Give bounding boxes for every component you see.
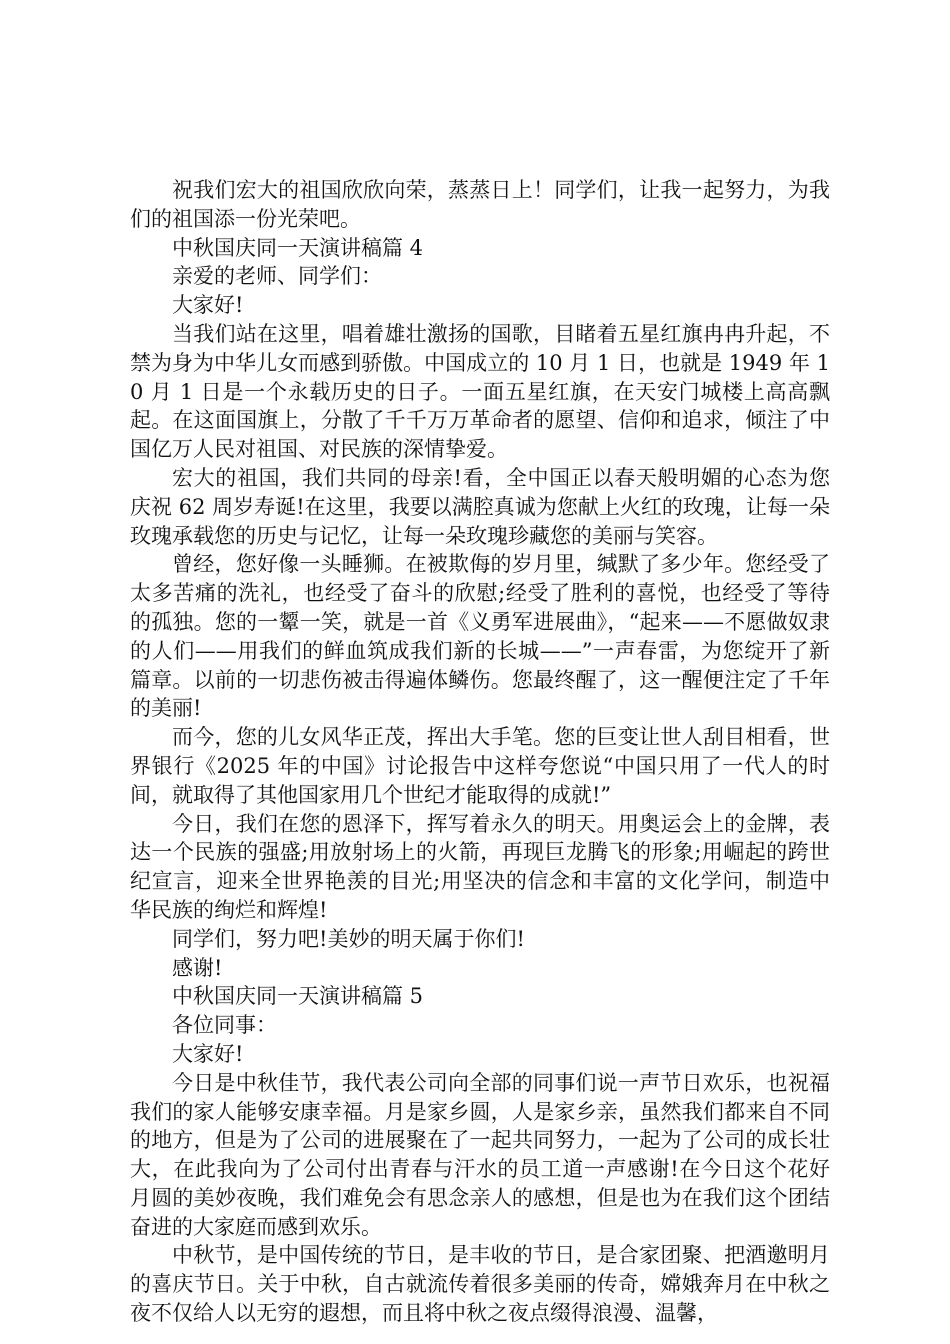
salutation-teachers-students: 亲爱的老师、同学们：: [172, 264, 382, 289]
paragraph-mid-autumn-company: 今日是中秋佳节，我代表公司向全部的同事们说一声节日欢乐，也祝福我们的家人能够安康幸福。月是家乡圆，人是家乡亲，虽然我们都来自不同的地方，但是为了公司的进展聚在了一起共同努力，一起为了公司的成长壮大，在此我向为了公司付出青春与汗水的员工道一声感谢!在今日这个花好月圆的美妙夜晚，我们难免会有思念亲人的感想，但是也为在我们这个团结奋进的大家庭而感到欢乐。: [130, 1070, 830, 1239]
paragraph-mid-autumn-tradition: 中秋节，是中国传统的节日，是丰收的节日，是合家团聚、把酒邀明月的喜庆节日。关于中秋，自古就流传着很多美丽的传奇，嫦娥奔月在中秋之夜不仅给人以无穷的遐想，而且将中秋之夜点缀得浪漫、温馨，: [130, 1243, 830, 1326]
paragraph-today-future: 今日，我们在您的恩泽下，挥写着永久的明天。用奥运会上的金牌，表达一个民族的强盛;用放射场上的火箭，再现巨龙腾飞的形象;用崛起的跨世纪宣言，迎来全世界艳羡的目光;用坚决的信念和丰富的文化学问，制造中华民族的绚烂和辉煌!: [130, 811, 830, 922]
paragraph-sleeping-lion: 曾经，您好像一头睡狮。在被欺侮的岁月里，缄默了多少年。您经受了太多苦痛的洗礼，也经受了奋斗的欣慰;经受了胜利的喜悦，也经受了等待的孤独。您的一颦一笑，就是一首《义勇军进展曲》，“起来——不愿做奴隶的人们——用我们的鲜血筑成我们新的长城——”一声春雷，为您绽开了新篇章。以前的一切悲伤被击得遍体鳞伤。您最终醒了，这一醒便注定了千年的美丽!: [130, 552, 830, 721]
paragraph-great-change: 而今，您的儿女风华正茂，挥出大手笔。您的巨变让世人刮目相看，世界银行《2025 年的中国》讨论报告中这样夸您说“中国只用了一代人的时间，就取得了其他国家用几个世纪才能取得的成就!”: [130, 725, 830, 807]
paragraph-closing-wish: 祝我们宏大的祖国欣欣向荣，蒸蒸日上！同学们，让我一起努力，为我们的祖国添一份光荣吧。: [130, 178, 830, 231]
paragraph-great-motherland: 宏大的祖国，我们共同的母亲!看，全中国正以春天般明媚的心态为您庆祝 62 周岁寿诞!在这里，我要以满腔真诚为您献上火红的玫瑰，让每一朵玫瑰承载您的历史与记忆，让每一朵玫瑰珍藏您的美丽与笑容。: [130, 465, 830, 548]
greeting-hello-everyone: 大家好!: [172, 293, 244, 318]
greeting-hello-everyone-2: 大家好!: [172, 1041, 244, 1066]
paragraph-thanks: 感谢!: [172, 955, 223, 980]
heading-speech-4: 中秋国庆同一天演讲稿篇 4: [172, 235, 424, 260]
heading-speech-5: 中秋国庆同一天演讲稿篇 5: [172, 984, 424, 1009]
paragraph-students-work-hard: 同学们，努力吧!美妙的明天属于你们!: [172, 926, 525, 951]
document-body: [130, 176, 830, 1328]
salutation-colleagues: 各位同事：: [172, 1013, 277, 1038]
paragraph-national-anthem: 当我们站在这里，唱着雄壮激扬的国歌，目睹着五星红旗冉冉升起，不禁为身为中华儿女而感到骄傲。中国成立的 10 月 1 日，也就是 1949 年 10 月 1 日是一个永载历史的日子。一面五星红旗，在天安门城楼上高高飘起。在这面国旗上，分散了千千万万革命者的愿望、信仰和追求，倾注了中国亿万人民对祖国、对民族的深情挚爱。: [130, 321, 830, 462]
